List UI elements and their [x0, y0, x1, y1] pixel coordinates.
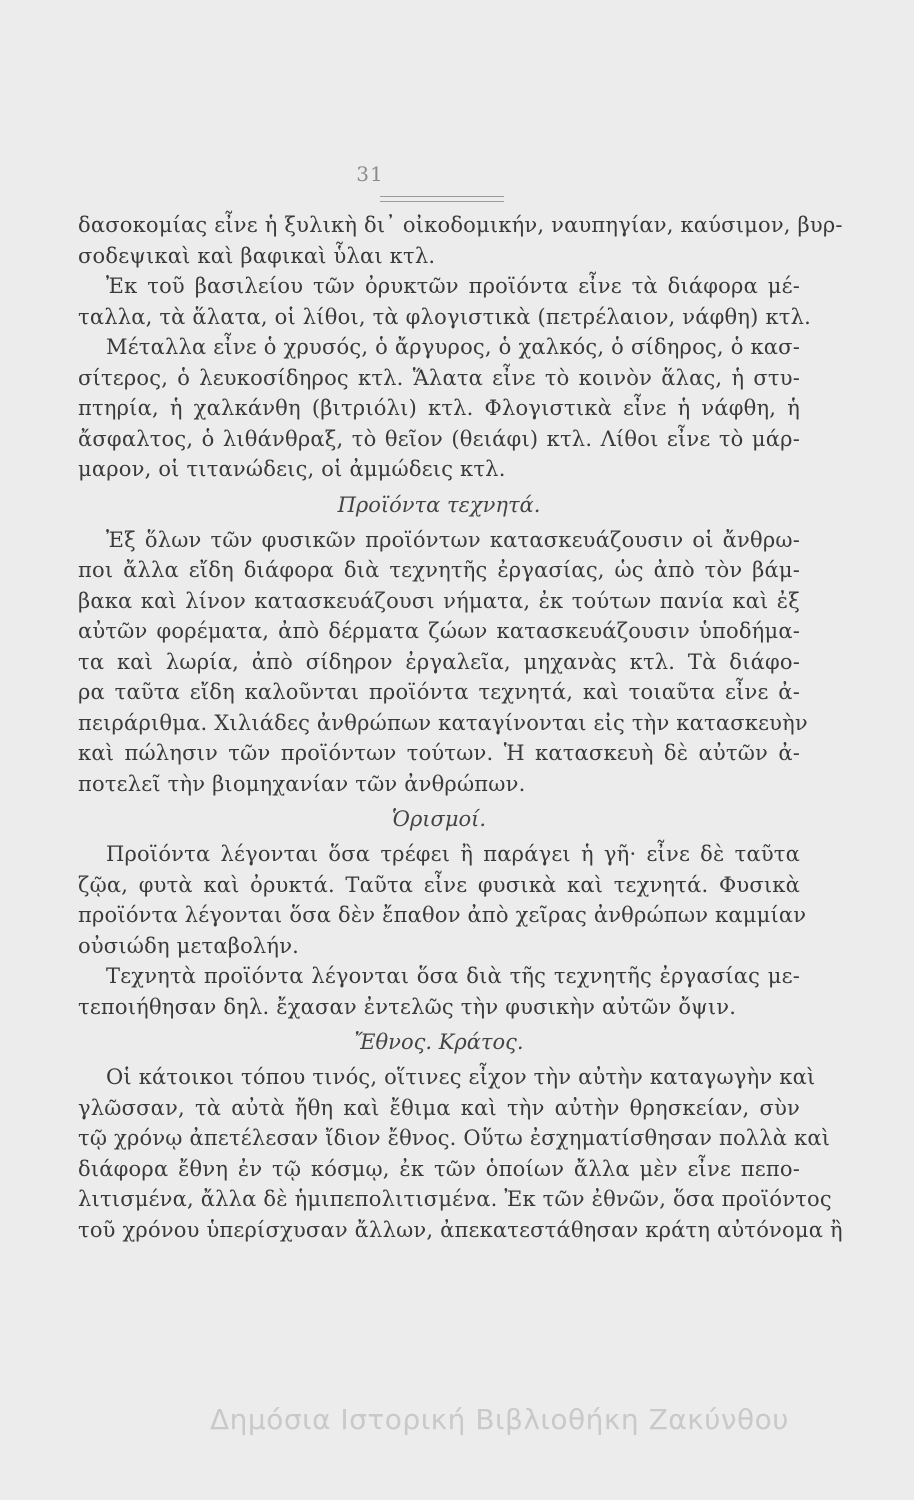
text-line: αὐτῶν φορέματα, ἀπὸ δέρματα ζώων κατασκευάζουσιν ὑποδήμα- — [78, 619, 800, 643]
section-heading: Ἔθνος. Κράτος. — [354, 1030, 524, 1054]
body-text — [78, 210, 843, 1245]
text-line: Ἐξ ὅλων τῶν φυσικῶν προϊόντων κατασκευάζουσιν οἱ ἄνθρω- — [106, 527, 800, 552]
text-line: ποτελεῖ τὴν βιομηχανίαν τῶν ἀνθρώπων. — [78, 771, 526, 796]
text-line: πειράριθμα. Χιλιάδες ἀνθρώπων καταγίνονται εἰς τὴν κατασκευὴν — [78, 710, 808, 735]
text-line: Μέταλλα εἶνε ὁ χρυσός, ὁ ἄργυρος, ὁ χαλκός, ὁ σίδηρος, ὁ κασ- — [106, 335, 800, 359]
library-watermark: Δημόσια Ιστορική Βιβλιοθήκη Ζακύνθου — [210, 1403, 790, 1436]
text-line: καὶ πώλησιν τῶν προϊόντων τούτων. Ἡ κατασκευὴ δὲ αὐτῶν ἀ- — [78, 741, 800, 765]
text-line: πτηρία, ἡ χαλκάνθη (βιτριόλι) κτλ. Φλογιστικὰ εἶνε ἡ νάφθη, ἡ — [78, 396, 800, 420]
text-line: ἄσφαλτος, ὁ λιθάνθραξ, τὸ θεῖον (θειάφι) κτλ. Λίθοι εἶνε τὸ μάρ- — [78, 426, 800, 451]
text-line: τῷ χρόνῳ ἀπετέλεσαν ἴδιον ἔθνος. Οὕτω ἐσχηματίσθησαν πολλὰ καὶ — [78, 1126, 831, 1150]
text-line: οὐσιώδη μεταβολήν. — [78, 933, 300, 958]
text-line: τεποιήθησαν δηλ. ἔχασαν ἐντελῶς τὴν φυσικὴν αὐτῶν ὄψιν. — [78, 994, 737, 1019]
text-line: γλῶσσαν, τὰ αὐτὰ ἤθη καὶ ἔθιμα καὶ τὴν αὐτὴν θρησκείαν, σὺν — [78, 1095, 800, 1120]
page-number: 31 — [356, 162, 384, 186]
text-line: λιτισμένα, ἄλλα δὲ ἡμιπεπολιτισμένα. Ἐκ τῶν ἐθνῶν, ὅσα προϊόντος — [78, 1187, 832, 1211]
text-line: ποι ἄλλα εἴδη διάφορα διὰ τεχνητῆς ἐργασίας, ὡς ἀπὸ τὸν βάμ- — [78, 558, 800, 582]
text-line: τα καὶ λωρία, ἀπὸ σίδηρον ἐργαλεῖα, μηχανὰς κτλ. Τὰ διάφο- — [78, 649, 800, 674]
text-line: βακα καὶ λίνον κατασκευάζουσι νήματα, ἐκ τούτων πανία καὶ ἐξ — [78, 588, 800, 613]
text-line: σίτερος, ὁ λευκοσίδηρος κτλ. Ἅλατα εἶνε τὸ κοινὸν ἅλας, ἡ στυ- — [78, 365, 800, 390]
text-line: ταλλα, τὰ ἅλατα, οἱ λίθοι, τὰ φλογιστικὰ (πετρέλαιον, νάφθη) κτλ. — [78, 304, 811, 329]
text-line: σοδεψικαὶ καὶ βαφικαὶ ὗλαι κτλ. — [78, 243, 436, 268]
text-line: Προϊόντα λέγονται ὅσα τρέφει ἢ παράγει ἡ γῆ· εἶνε δὲ ταῦτα — [106, 842, 800, 866]
text-line: μαρον, οἱ τιτανώδεις, οἱ ἀμμώδεις κτλ. — [78, 457, 506, 481]
text-line: ζῷα, φυτὰ καὶ ὀρυκτά. Ταῦτα εἶνε φυσικὰ καὶ τεχνητά. Φυσικὰ — [78, 872, 800, 897]
text-line: ρα ταῦτα εἴδη καλοῦνται προϊόντα τεχνητά, καὶ τοιαῦτα εἶνε ἀ- — [78, 680, 800, 704]
text-line: Ἐκ τοῦ βασιλείου τῶν ὀρυκτῶν προϊόντα εἶνε τὰ διάφορα μέ- — [106, 274, 800, 298]
text-line: Τεχνητὰ προϊόντα λέγονται ὅσα διὰ τῆς τεχνητῆς ἐργασίας με- — [106, 964, 800, 988]
page-number-rule — [380, 196, 504, 202]
section-heading: Ὁρισμοί. — [391, 807, 487, 831]
text-line: διάφορα ἔθνη ἐν τῷ κόσμῳ, ἐκ τῶν ὁποίων ἄλλα μὲν εἶνε πεπο- — [78, 1156, 800, 1181]
text-line: Οἱ κάτοικοι τόπου τινός, οἵτινες εἶχον τὴν αὐτὴν καταγωγὴν καὶ — [106, 1065, 816, 1089]
text-line: προϊόντα λέγονται ὅσα δὲν ἔπαθον ἀπὸ χεῖρας ἀνθρώπων καμμίαν — [78, 903, 807, 927]
section-heading: Προϊόντα τεχνητά. — [337, 492, 541, 517]
text-line: τοῦ χρόνου ὑπερίσχυσαν ἄλλων, ἀπεκατεστάθησαν κράτη αὐτόνομα ἢ — [78, 1217, 843, 1242]
text-line: δασοκομίας εἶνε ἡ ξυλικὴ δι᾽ οἰκοδομικήν, ναυπηγίαν, καύσιμον, βυρ- — [78, 213, 843, 237]
